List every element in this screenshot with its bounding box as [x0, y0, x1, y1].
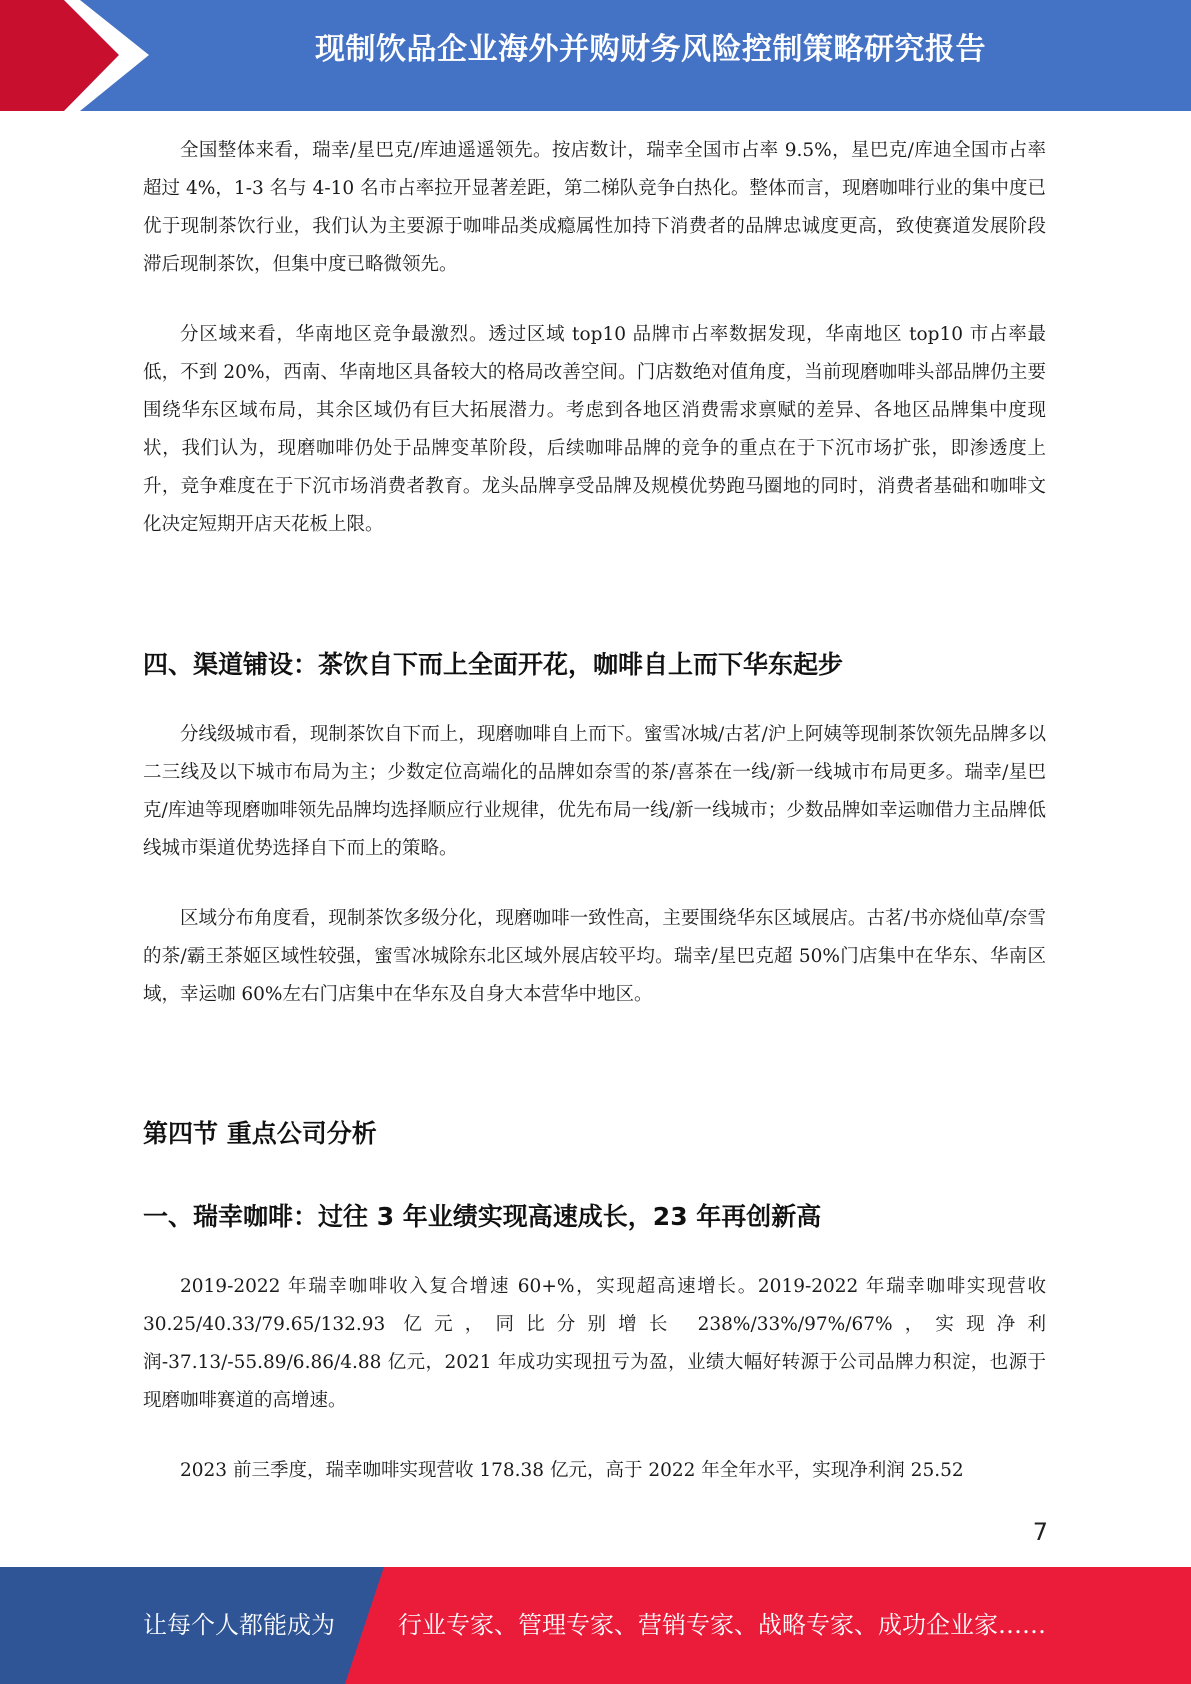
paragraph: 分线级城市看，现制茶饮自下而上，现磨咖啡自上而下。蜜雪冰城/古茗/沪上阿姨等现制茶饮领先品牌多以二三线及以下城市布局为主；少数定位高端化的品牌如奈雪的茶/喜茶在一线/新一线城市布局更多。瑞幸/星巴克/库迪等现磨咖啡领先品牌均选择顺应行业规律，优先布局一线/新一线城市；少数品牌如幸运咖借力主品牌低线城市渠道优势选择自下而上的策略。: [143, 724, 1046, 859]
section-b: [143, 716, 1046, 1014]
section-heading: 四、渠道铺设：茶饮自下而上全面开花，咖啡自上而下华东起步: [143, 650, 844, 679]
chapter-heading: 第四节 重点公司分析: [143, 1119, 377, 1148]
footer-slogan-left: 让每个人都能成为: [143, 1611, 335, 1639]
header-corner-arrow-icon: [0, 0, 160, 111]
section-c: [143, 1268, 1046, 1490]
section-a: [143, 132, 1046, 544]
report-title: 现制饮品企业海外并购财务风险控制策略研究报告: [315, 32, 986, 67]
page-number: 7: [1032, 1518, 1048, 1546]
paragraph: 2019-2022 年瑞幸咖啡收入复合增速 60+%，实现超高速增长。2019-2022 年瑞幸咖啡实现营收 30.25/40.33/79.65/132.93 亿元，同比分别增长 238%/33%/97%/67%，实现净利润-37.13/-55.89/6.86/4.88 亿元，2021 年成功实现扭亏为盈，业绩大幅好转源于公司品牌力积淀，也源于现磨咖啡赛道的高增速。: [143, 1276, 1046, 1411]
footer-slogan-right: 行业专家、管理专家、营销专家、战略专家、成功企业家……: [398, 1611, 1046, 1639]
page-footer: [0, 1567, 1191, 1684]
paragraph: 全国整体来看，瑞幸/星巴克/库迪遥遥领先。按店数计，瑞幸全国市占率 9.5%，星巴克/库迪全国市占率超过 4%，1-3 名与 4-10 名市占率拉开显著差距，第二梯队竞争白热化。整体而言，现磨咖啡行业的集中度已优于现制茶饮行业，我们认为主要源于咖啡品类成瘾属性加持下消费者的品牌忠诚度更高，致使赛道发展阶段滞后现制茶饮，但集中度已略微领先。: [143, 140, 1046, 275]
page-header: [0, 0, 1191, 111]
section-heading: 一、瑞幸咖啡：过往 3 年业绩实现高速成长，23 年再创新高: [143, 1202, 822, 1231]
paragraph: 2023 前三季度，瑞幸咖啡实现营收 178.38 亿元，高于 2022 年全年水平，实现净利润 25.52: [180, 1460, 964, 1481]
paragraph: 区域分布角度看，现制茶饮多级分化，现磨咖啡一致性高，主要围绕华东区域展店。古茗/书亦烧仙草/奈雪的茶/霸王茶姬区域性较强，蜜雪冰城除东北区域外展店较平均。瑞幸/星巴克超 50%门店集中在华东、华南区域，幸运咖 60%左右门店集中在华东及自身大本营华中地区。: [143, 908, 1046, 1005]
paragraph: 分区域来看，华南地区竞争最激烈。透过区域 top10 品牌市占率数据发现，华南地区 top10 市占率最低，不到 20%，西南、华南地区具备较大的格局改善空间。门店数绝对值角度，当前现磨咖啡头部品牌仍主要围绕华东区域布局，其余区域仍有巨大拓展潜力。考虑到各地区消费需求禀赋的差异、各地区品牌集中度现状，我们认为，现磨咖啡仍处于品牌变革阶段，后续咖啡品牌的竞争的重点在于下沉市场扩张，即渗透度上升，竞争难度在于下沉市场消费者教育。龙头品牌享受品牌及规模优势跑马圈地的同时，消费者基础和咖啡文化决定短期开店天花板上限。: [143, 324, 1046, 535]
